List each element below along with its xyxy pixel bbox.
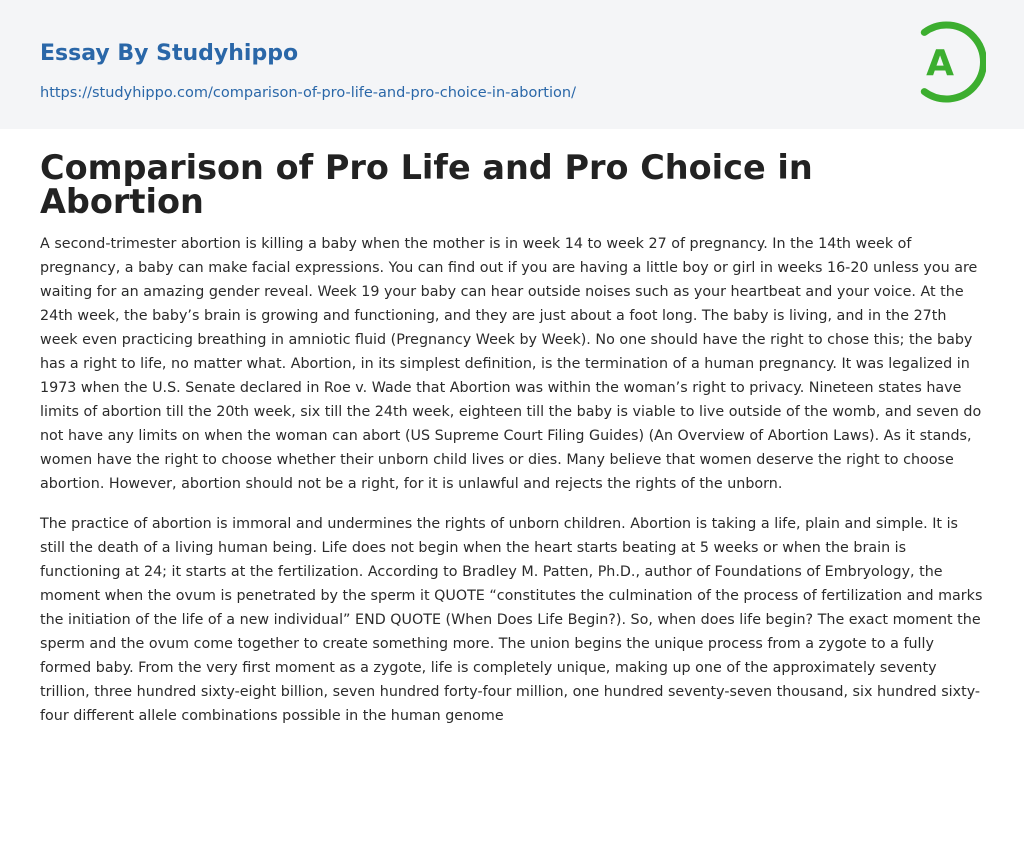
logo-letter: A [926,43,954,84]
site-header [0,0,1024,129]
article [40,148,984,728]
studyhippo-logo-icon[interactable] [912,19,986,105]
page-title: Comparison of Pro Life and Pro Choice in Abortion [40,148,813,221]
article-paragraph: A second-trimester abortion is killing a baby when the mother is in week 14 to week 27 of pregnancy. In the 14th week of pregnancy, a baby can make facial expressions. You can find out if you are having a little boy or girl in weeks 16-20 unless you are waiting for an amazing gender reveal. Week 19 your baby can hear outside noises such as your heartbeat and your voice. At the 24th week, the baby’s brain is growing and functioning, and they are just about a foot long. The baby is living, and in the 27th week even practicing breathing in amniotic fluid (Pregnancy Week by Week). No one should have the right to chose this; the baby has a right to life, no matter what. Abortion, in its simplest definition, is the termination of a human pregnancy. It was legalized in 1973 when the U.S. Senate declared in Roe v. Wade that Abortion was within the woman’s right to privacy. Nineteen states have limits of abortion till the 20th week, six till the 24th week, eighteen till the baby is viable to live outside of the womb, and seven do not have any limits on when the woman can abort (US Supreme Court Filing Guides) (An Overview of Abortion Laws). As it stands, women have the right to choose whether their unborn child lives or dies. Many believe that women deserve the right to choose abortion. However, abortion should not be a right, for it is unlawful and rejects the rights of the unborn. [40,236,982,492]
site-brand[interactable]: Essay By Studyhippo [40,41,299,66]
article-paragraph: The practice of abortion is immoral and undermines the rights of unborn children. Abortion is taking a life, plain and simple. It is still the death of a living human being. Life does not begin when the heart starts beating at 5 weeks or when the brain is functioning at 24; it starts at the fertilization. According to Bradley M. Patten, Ph.D., author of Foundations of Embryology, the moment when the ovum is penetrated by the sperm it QUOTE “constitutes the culmination of the process of fertilization and marks the initiation of the life of a new individual” END QUOTE (When Does Life Begin?). So, when does life begin? The exact moment the sperm and the ovum come together to create something more. The union begins the unique process from a zygote to a fully formed baby. From the very first moment as a zygote, life is completely unique, making up one of the approximately seventy trillion, three hundred sixty-eight billion, seven hundred forty-four million, one hundred seventy-seven thousand, six hundred sixty-four different allele combinations possible in the human genome [40,516,983,724]
source-url-link[interactable]: https://studyhippo.com/comparison-of-pro-life-and-pro-choice-in-abortion/ [40,85,576,101]
